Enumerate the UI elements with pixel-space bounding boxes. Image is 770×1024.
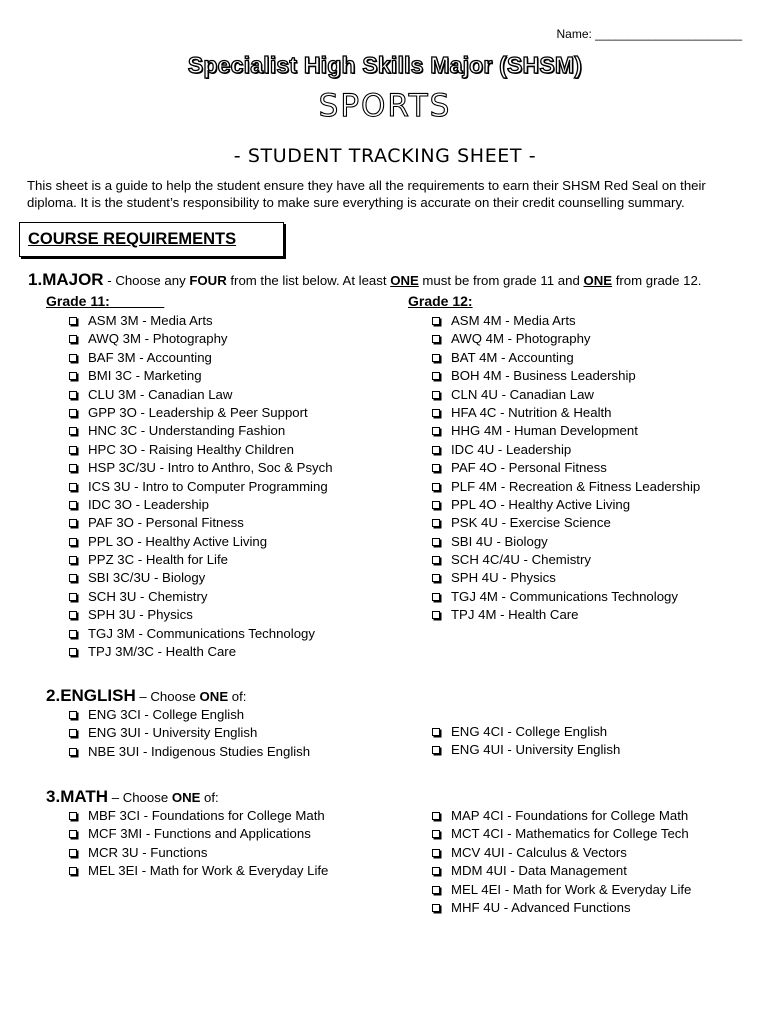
major-heading: MAJOR	[42, 270, 104, 289]
checkbox[interactable]	[69, 519, 77, 527]
course-label: ICS 3U - Intro to Computer Programming	[88, 478, 328, 494]
course-item	[432, 312, 700, 330]
course-label: MCV 4UI - Calculus & Vectors	[451, 844, 627, 860]
course-item	[432, 569, 700, 587]
course-label: MDM 4UI - Data Management	[451, 863, 627, 879]
checkbox[interactable]	[432, 335, 440, 343]
course-label: MEL 4EI - Math for Work & Everyday Life	[451, 881, 692, 897]
checkbox[interactable]	[69, 812, 77, 820]
course-label: ENG 4UI - University English	[451, 742, 621, 758]
math-heading: MATH	[60, 787, 109, 806]
checkbox[interactable]	[69, 335, 77, 343]
course-item	[69, 441, 333, 459]
course-item	[432, 862, 691, 880]
course-label: BOH 4M - Business Leadership	[451, 368, 636, 384]
checkbox[interactable]	[69, 483, 77, 491]
checkbox[interactable]	[69, 729, 77, 737]
course-item	[69, 422, 333, 440]
course-item	[69, 551, 333, 569]
course-item	[432, 606, 700, 624]
course-label: HFA 4C - Nutrition & Health	[451, 404, 612, 420]
checkbox[interactable]	[432, 501, 440, 509]
course-item	[432, 844, 691, 862]
course-item	[432, 881, 691, 899]
course-label: GPP 3O - Leadership & Peer Support	[88, 404, 308, 420]
course-item	[432, 741, 620, 759]
math-grade12-list	[432, 807, 691, 917]
intro-paragraph: This sheet is a guide to help the student ensure they have all the requirements to earn their SHSM Red Seal on their diploma. It is the student’s responsibility to make sure everything is accurate on their credit counselling summary.	[27, 178, 706, 210]
course-label: BAF 3M - Accounting	[88, 349, 212, 365]
course-item	[69, 496, 333, 514]
course-label: ASM 3M - Media Arts	[88, 313, 213, 328]
checkbox[interactable]	[432, 483, 440, 491]
course-label: IDC 3O - Leadership	[88, 496, 209, 512]
course-item	[69, 533, 333, 551]
course-item	[432, 723, 620, 741]
course-label: PPZ 3C - Health for Life	[88, 552, 228, 568]
course-item	[69, 514, 333, 532]
course-item	[69, 386, 333, 404]
sheet-title: - STUDENT TRACKING SHEET -	[233, 145, 537, 167]
checkbox[interactable]	[432, 538, 440, 546]
course-item	[69, 569, 333, 587]
course-item	[69, 625, 333, 643]
course-label: TPJ 4M - Health Care	[451, 607, 579, 623]
checkbox[interactable]	[69, 593, 77, 601]
course-item	[69, 606, 333, 624]
checkbox[interactable]	[69, 409, 77, 417]
english-grade11-list	[69, 706, 310, 761]
course-label: MHF 4U - Advanced Functions	[451, 899, 631, 915]
checkbox[interactable]	[69, 849, 77, 857]
course-label: MBF 3CI - Foundations for College Math	[88, 808, 325, 823]
major-grade12-list	[432, 312, 700, 625]
checkbox[interactable]	[69, 830, 77, 838]
checkbox[interactable]	[69, 372, 77, 380]
checkbox[interactable]	[69, 317, 77, 325]
checkbox[interactable]	[432, 427, 440, 435]
course-requirements-heading: COURSE REQUIREMENTS	[19, 222, 284, 257]
program-subtitle: SPORTS	[318, 88, 452, 124]
course-item	[69, 807, 328, 825]
checkbox[interactable]	[432, 391, 440, 399]
checkbox[interactable]	[432, 812, 440, 820]
math-grade11-list	[69, 807, 328, 881]
course-item	[69, 330, 333, 348]
course-item	[432, 496, 700, 514]
course-item	[69, 349, 333, 367]
course-item	[432, 386, 700, 404]
checkbox[interactable]	[69, 427, 77, 435]
major-grade11-list	[69, 312, 333, 661]
checkbox[interactable]	[432, 317, 440, 325]
course-label: PLF 4M - Recreation & Fitness Leadership	[451, 478, 701, 494]
course-label: TGJ 3M - Communications Technology	[88, 625, 315, 641]
checkbox[interactable]	[69, 354, 77, 362]
checkbox[interactable]	[432, 556, 440, 564]
course-label: SBI 3C/3U - Biology	[88, 570, 206, 586]
course-label: NBE 3UI - Indigenous Studies English	[88, 743, 311, 759]
checkbox[interactable]	[432, 886, 440, 894]
checkbox[interactable]	[432, 354, 440, 362]
checkbox[interactable]	[432, 519, 440, 527]
course-item	[432, 478, 700, 496]
course-item	[69, 825, 328, 843]
course-label: ENG 3CI - College English	[88, 707, 245, 722]
course-label: PAF 4O - Personal Fitness	[451, 460, 607, 476]
course-item	[432, 422, 700, 440]
checkbox[interactable]	[69, 446, 77, 454]
course-label: AWQ 3M - Photography	[88, 331, 228, 347]
checkbox[interactable]	[69, 574, 77, 582]
checkbox[interactable]	[432, 372, 440, 380]
course-label: HSP 3C/3U - Intro to Anthro, Soc & Psych	[88, 460, 333, 476]
course-label: PSK 4U - Exercise Science	[451, 515, 611, 531]
checkbox[interactable]	[69, 501, 77, 509]
checkbox[interactable]	[69, 538, 77, 546]
name-field[interactable]: Name: ______________________	[556, 27, 742, 41]
checkbox[interactable]	[69, 556, 77, 564]
english-grade12-list	[432, 723, 620, 760]
course-item	[69, 459, 333, 477]
course-label: SBI 4U - Biology	[451, 533, 548, 549]
course-item	[69, 404, 333, 422]
course-label: CLU 3M - Canadian Law	[88, 386, 233, 402]
course-label: TGJ 4M - Communications Technology	[451, 588, 678, 604]
course-item	[69, 706, 310, 724]
checkbox[interactable]	[432, 830, 440, 838]
checkbox[interactable]	[432, 746, 440, 754]
major-number: 1.	[28, 270, 43, 289]
course-label: ASM 4M - Media Arts	[451, 313, 576, 328]
checkbox[interactable]	[69, 464, 77, 472]
checkbox[interactable]	[69, 630, 77, 638]
course-label: MAP 4CI - Foundations for College Math	[451, 808, 689, 823]
checkbox[interactable]	[432, 409, 440, 417]
course-item	[432, 459, 700, 477]
checkbox[interactable]	[432, 849, 440, 857]
course-item	[432, 588, 700, 606]
checkbox[interactable]	[432, 611, 440, 619]
course-label: SPH 4U - Physics	[451, 570, 556, 586]
course-item	[69, 862, 328, 880]
course-item	[69, 743, 310, 761]
course-item	[432, 514, 700, 532]
course-item	[432, 404, 700, 422]
course-item	[432, 367, 700, 385]
course-label: SCH 4C/4U - Chemistry	[451, 552, 591, 568]
checkbox[interactable]	[69, 748, 77, 756]
course-item	[69, 367, 333, 385]
checkbox[interactable]	[69, 391, 77, 399]
course-item	[432, 349, 700, 367]
course-label: MEL 3EI - Math for Work & Everyday Life	[88, 863, 329, 879]
checkbox[interactable]	[432, 574, 440, 582]
checkbox[interactable]	[432, 904, 440, 912]
checkbox[interactable]	[69, 611, 77, 619]
checkbox[interactable]	[69, 867, 77, 875]
course-label: HHG 4M - Human Development	[451, 423, 638, 439]
course-item	[69, 643, 333, 661]
course-item	[69, 588, 333, 606]
checkbox[interactable]	[432, 593, 440, 601]
course-item	[69, 724, 310, 742]
checkbox[interactable]	[432, 867, 440, 875]
course-label: IDC 4U - Leadership	[451, 441, 572, 457]
course-label: PPL 3O - Healthy Active Living	[88, 533, 268, 549]
checkbox[interactable]	[69, 711, 77, 719]
checkbox[interactable]	[432, 446, 440, 454]
course-label: TPJ 3M/3C - Health Care	[88, 644, 237, 660]
course-item	[432, 899, 691, 917]
course-label: SPH 3U - Physics	[88, 607, 193, 623]
course-label: MCT 4CI - Mathematics for College Tech	[451, 826, 689, 842]
grade-11-heading: Grade 11:	[46, 293, 110, 309]
course-label: BMI 3C - Marketing	[88, 368, 202, 384]
document-title: Specialist High Skills Major (SHSM)	[187, 52, 583, 78]
course-label: ENG 4CI - College English	[451, 724, 608, 739]
course-label: CLN 4U - Canadian Law	[451, 386, 594, 402]
course-item	[432, 807, 691, 825]
course-item	[432, 330, 700, 348]
checkbox[interactable]	[69, 648, 77, 656]
course-label: HPC 3O - Raising Healthy Children	[88, 441, 294, 457]
course-item	[69, 312, 333, 330]
course-label: MCR 3U - Functions	[88, 844, 208, 860]
math-section-title: 3.MATH – Choose ONE of:	[46, 787, 219, 806]
course-item	[432, 533, 700, 551]
course-item	[432, 441, 700, 459]
course-item	[69, 478, 333, 496]
grade-12-heading: Grade 12:	[408, 293, 473, 309]
course-label: SCH 3U - Chemistry	[88, 588, 208, 604]
course-label: PAF 3O - Personal Fitness	[88, 515, 244, 531]
course-label: HNC 3C - Understanding Fashion	[88, 423, 286, 439]
major-section-title: 1.MAJOR - Choose any FOUR from the list below. At least ONE must be from grade 11 and ONE from grade 12.	[28, 270, 702, 289]
english-section-title: 2.ENGLISH – Choose ONE of:	[46, 686, 247, 705]
course-item	[69, 844, 328, 862]
course-item	[432, 551, 700, 569]
course-label: MCF 3MI - Functions and Applications	[88, 826, 311, 842]
course-label: ENG 3UI - University English	[88, 725, 258, 741]
course-label: AWQ 4M - Photography	[451, 331, 591, 347]
english-heading: ENGLISH	[60, 686, 136, 705]
course-item	[432, 825, 691, 843]
checkbox[interactable]	[432, 728, 440, 736]
course-label: BAT 4M - Accounting	[451, 349, 574, 365]
course-label: PPL 4O - Healthy Active Living	[451, 496, 631, 512]
checkbox[interactable]	[432, 464, 440, 472]
